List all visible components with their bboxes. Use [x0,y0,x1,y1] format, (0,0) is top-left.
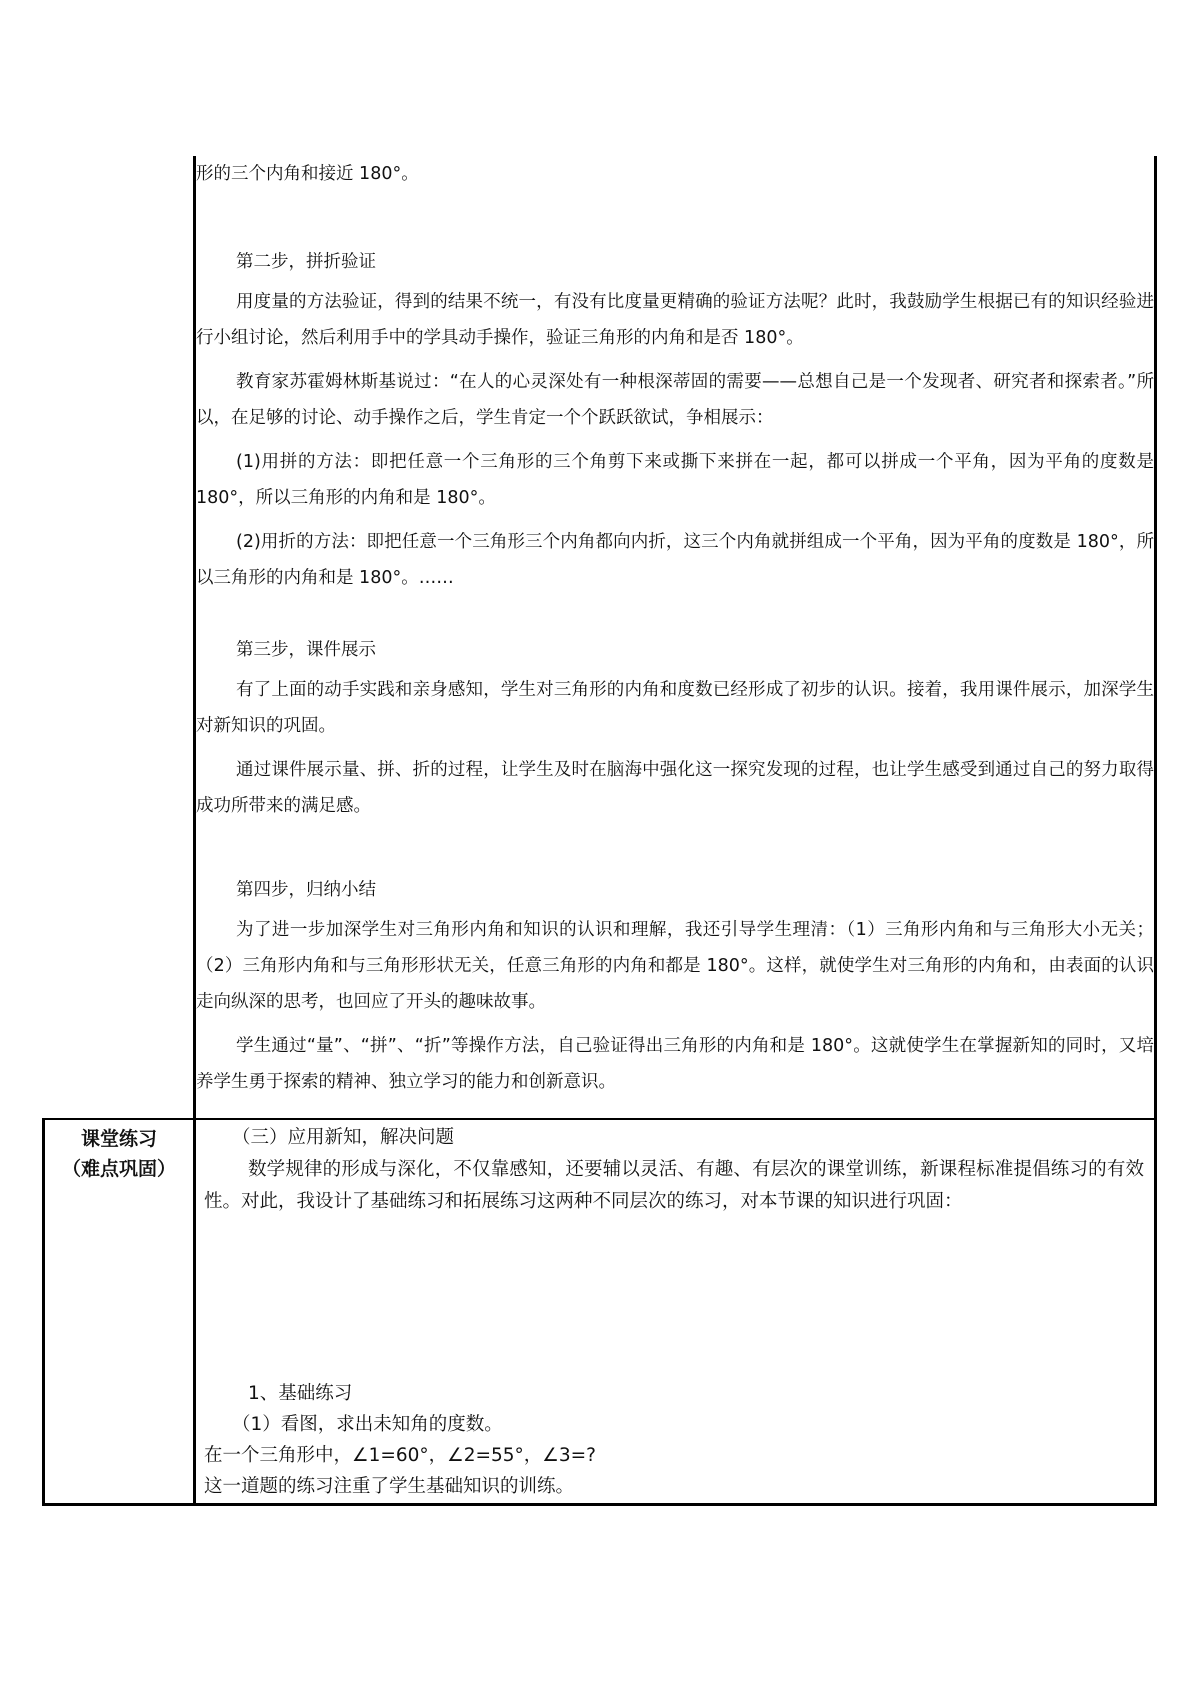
step4-paragraph-2: 学生通过“量”、“拼”、“折”等操作方法，自己验证得出三角形的内角和是 180°。这就使学生在掌握新知的同时，又培养学生勇于探索的精神、独立学习的能力和创新意识。 [196,1036,1154,1092]
step2-paragraph-1: 用度量的方法验证，得到的结果不统一，有没有比度量更精确的验证方法呢？此时，我鼓励学生根据已有的知识经验进行小组讨论，然后利用手中的学具动手操作，验证三角形的内角和是否 180°。 [196,292,1154,348]
step2-heading: 第二步，拼折验证 [236,252,376,272]
paragraph-continuation: 形的三个内角和接近 180°。 [196,164,419,184]
step3-paragraph-1: 有了上面的动手实践和亲身感知，学生对三角形的内角和度数已经形成了初步的认识。接着，我用课件展示，加深学生对新知识的巩固。 [196,680,1154,736]
practice-note: 这一道题的练习注重了学生基础知识的训练。 [204,1476,575,1497]
step2-block [196,244,1154,596]
basic-practice-title: 1、基础练习 [248,1383,353,1404]
step2-method-1: (1)用拼的方法：即把任意一个三角形的三个角剪下来或撕下来拼在一起，都可以拼成一个平角，因为平角的度数是 180°，所以三角形的内角和是 180°。 [196,452,1154,508]
table-row-divider [42,1118,1157,1120]
practice-heading: （三）应用新知，解决问题 [232,1127,455,1148]
practice-content-top [204,1122,1144,1218]
row-label-line2: （难点巩固） [61,1158,176,1180]
basic-practice-item: （1）看图，求出未知角的度数。 [232,1414,503,1435]
step3-block [196,632,1154,824]
practice-intro: 数学规律的形成与深化，不仅靠感知，还要辅以灵活、有趣、有层次的课堂训练，新课程标准提倡练习的有效性。对此，我设计了基础练习和拓展练习这两种不同层次的练习，对本节课的知识进行巩固： [204,1159,1144,1212]
row-label-line1: 课堂练习 [80,1128,157,1150]
table-border-right [1154,156,1157,1506]
content-block-top [196,156,1154,192]
table-border-bottom [42,1503,1157,1506]
practice-content-bottom [204,1378,1144,1502]
step4-paragraph-1: 为了进一步加深学生对三角形内角和知识的认识和理解，我还引导学生理清：（1）三角形内角和与三角形大小无关；（2）三角形内角和与三角形形状无关，任意三角形的内角和都是 180°。这样，就使学生对三角形的内角和，由表面的认识走向纵深的思考，也回应了开头的趣味故事。 [196,920,1154,1012]
step4-heading: 第四步，归纳小结 [236,880,376,900]
step3-paragraph-2: 通过课件展示量、拼、折的过程，让学生及时在脑海中强化这一探究发现的过程，也让学生感受到通过自己的努力取得成功所带来的满足感。 [196,760,1154,816]
row-label-practice [44,1124,194,1184]
triangle-problem: 在一个三角形中，∠1=60°，∠2=55°，∠3=? [204,1445,596,1466]
step2-paragraph-2: 教育家苏霍姆林斯基说过：“在人的心灵深处有一种根深蒂固的需要——总想自己是一个发现者、研究者和探索者。”所以，在足够的讨论、动手操作之后，学生肯定一个个跃跃欲试，争相展示： [196,372,1154,428]
step2-method-2: (2)用折的方法：即把任意一个三角形三个内角都向内折，这三个内角就拼组成一个平角，因为平角的度数是 180°，所以三角形的内角和是 180°。…… [196,532,1154,588]
step3-heading: 第三步，课件展示 [236,640,376,660]
step4-block [196,872,1154,1100]
